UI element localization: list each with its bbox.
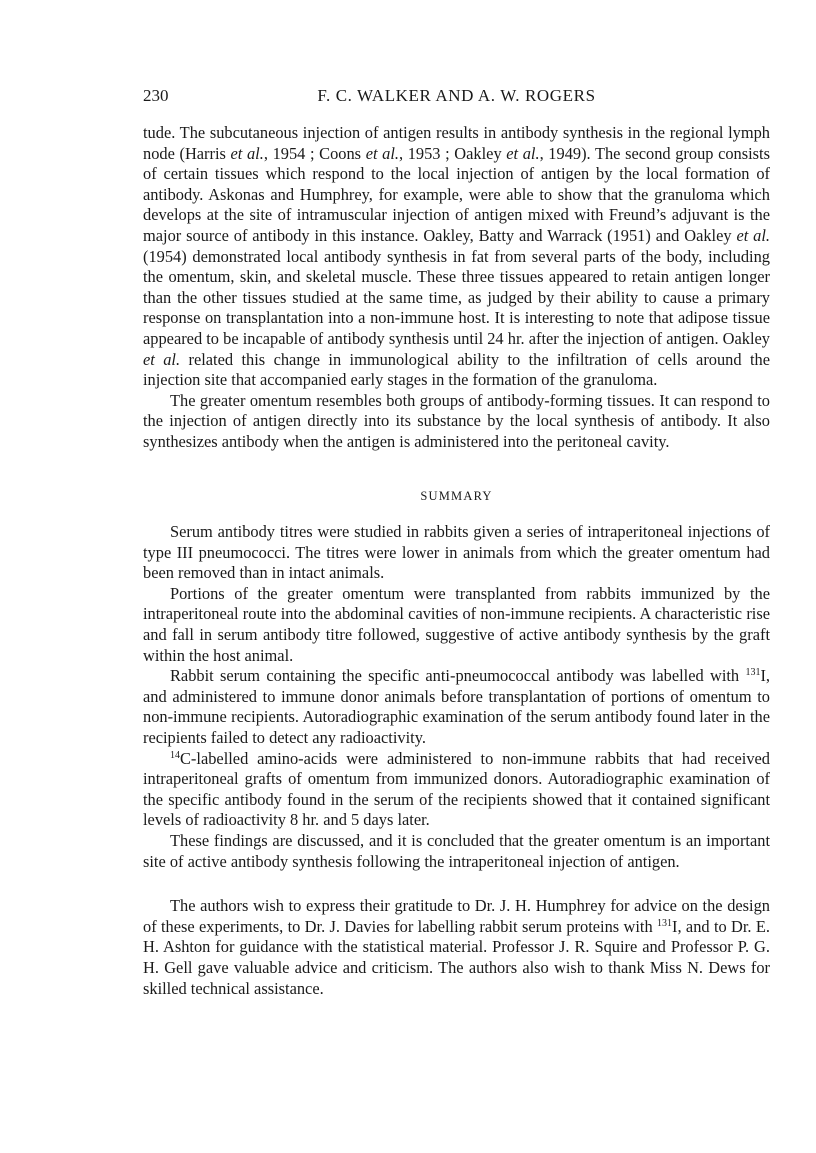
text-run: Portions of the greater omentum were transplanted from rabbits immunized by the intraperitoneal route into the abdominal cavities of non-immune recipients. A characteristic rise and fall in serum antibody titre followed, suggestive of active antibody synthesis by the graft within the host animal. (143, 583, 770, 665)
paragraph (143, 896, 770, 999)
italic-text: et al. (365, 143, 399, 163)
text-run: , 1954 ; Coons (263, 143, 366, 163)
superscript: 131 (745, 667, 761, 679)
paragraph (143, 831, 770, 872)
paragraph (143, 522, 770, 584)
discussion-section (143, 123, 770, 453)
paragraph (143, 666, 770, 748)
text-run: (1954) demonstrated local antibody synthesis in fat from several parts of the body, including the omentum, skin, and skeletal muscle. These three tissues appeared to retain antigen longer than the other tissues studied at the same time, as judged by their ability to cause a primary response on transplantation into a non-immune host. It is interesting to note that adipose tissue appeared to be incapable of antibody synthesis until 24 hr. after the injection of antigen. Oakley (143, 246, 770, 348)
paragraph (143, 123, 770, 391)
text-run: I, and to Dr. E. H. Ashton for guidance with the statistical material. Professor J. R. Squire and Professor P. G. H. Gell gave valuable advice and criticism. The authors also wish to thank Miss N. Dews for skilled technical assistance. (143, 916, 770, 998)
text-run: I, and administered to immune donor animals before transplantation of portions of omentum to non-immune recipients. Autoradiographic examination of the serum antibody found later in the recipients failed to detect any radioactivity. (143, 666, 770, 748)
page-number: 230 (143, 86, 169, 105)
text-run: , 1953 ; Oakley (399, 143, 507, 163)
italic-text: et al. (143, 349, 181, 369)
paper-page (143, 86, 770, 999)
text-run: , 1949). The second group consists of certain tissues which respond to the local injection of antigen by the local formation of antibody. Askonas and Humphrey, for example, were able to show that the granuloma which develops at the site of intramuscular injection of antigen mixed with Freund’s adjuvant is the major source of antibody in this instance. Oakley, Batty and Warrack (1951) and Oakley (143, 143, 770, 245)
text-run: The greater omentum resembles both groups of antibody-forming tissues. It can respond to the injection of antigen directly into its substance by the local synthesis of antibody. It also synthesizes antibody when the antigen is administered into the peritoneal cavity. (143, 390, 770, 451)
text-run: C-labelled amino-acids were administered to non-immune rabbits that had received intraperitoneal grafts of omentum from immunized donors. Autoradiographic examination of the specific antibody found in the serum of the recipients showed that it contained significant levels of radioactivity 8 hr. and 5 days later. (143, 748, 770, 830)
paragraph (143, 584, 770, 666)
article-body (143, 123, 770, 999)
summary-heading: SUMMARY (420, 488, 493, 503)
acknowledgement-section (143, 896, 770, 999)
text-run: tude. The subcutaneous injection of antigen results in antibody synthesis in the regional lymph node (Harris (143, 123, 770, 163)
italic-text: et al. (736, 225, 770, 245)
text-run: These findings are discussed, and it is concluded that the greater omentum is an important site of active antibody synthesis following the intraperitoneal injection of antigen. (143, 831, 770, 871)
text-run: Serum antibody titres were studied in rabbits given a series of intraperitoneal injections of type III pneumococci. The titres were lower in animals from which the greater omentum had been removed than in intact animals. (143, 522, 770, 583)
paragraph (143, 749, 770, 831)
summary-section (143, 522, 770, 872)
superscript: 14 (170, 749, 180, 761)
text-run: The authors wish to express their gratitude to Dr. J. H. Humphrey for advice on the design of these experiments, to Dr. J. Davies for labelling rabbit serum proteins with (143, 896, 770, 936)
superscript: 131 (657, 917, 673, 929)
italic-text: et al. (506, 143, 540, 163)
page-header (143, 86, 770, 112)
running-head: F. C. WALKER AND A. W. ROGERS (317, 86, 596, 105)
text-run: related this change in immunological ability to the infiltration of cells around the injection site that accompanied early stages in the formation of the granuloma. (143, 349, 771, 390)
italic-text: et al. (230, 143, 264, 163)
paragraph (143, 391, 770, 453)
text-run: Rabbit serum containing the specific anti-pneumococcal antibody was labelled with (170, 666, 746, 686)
